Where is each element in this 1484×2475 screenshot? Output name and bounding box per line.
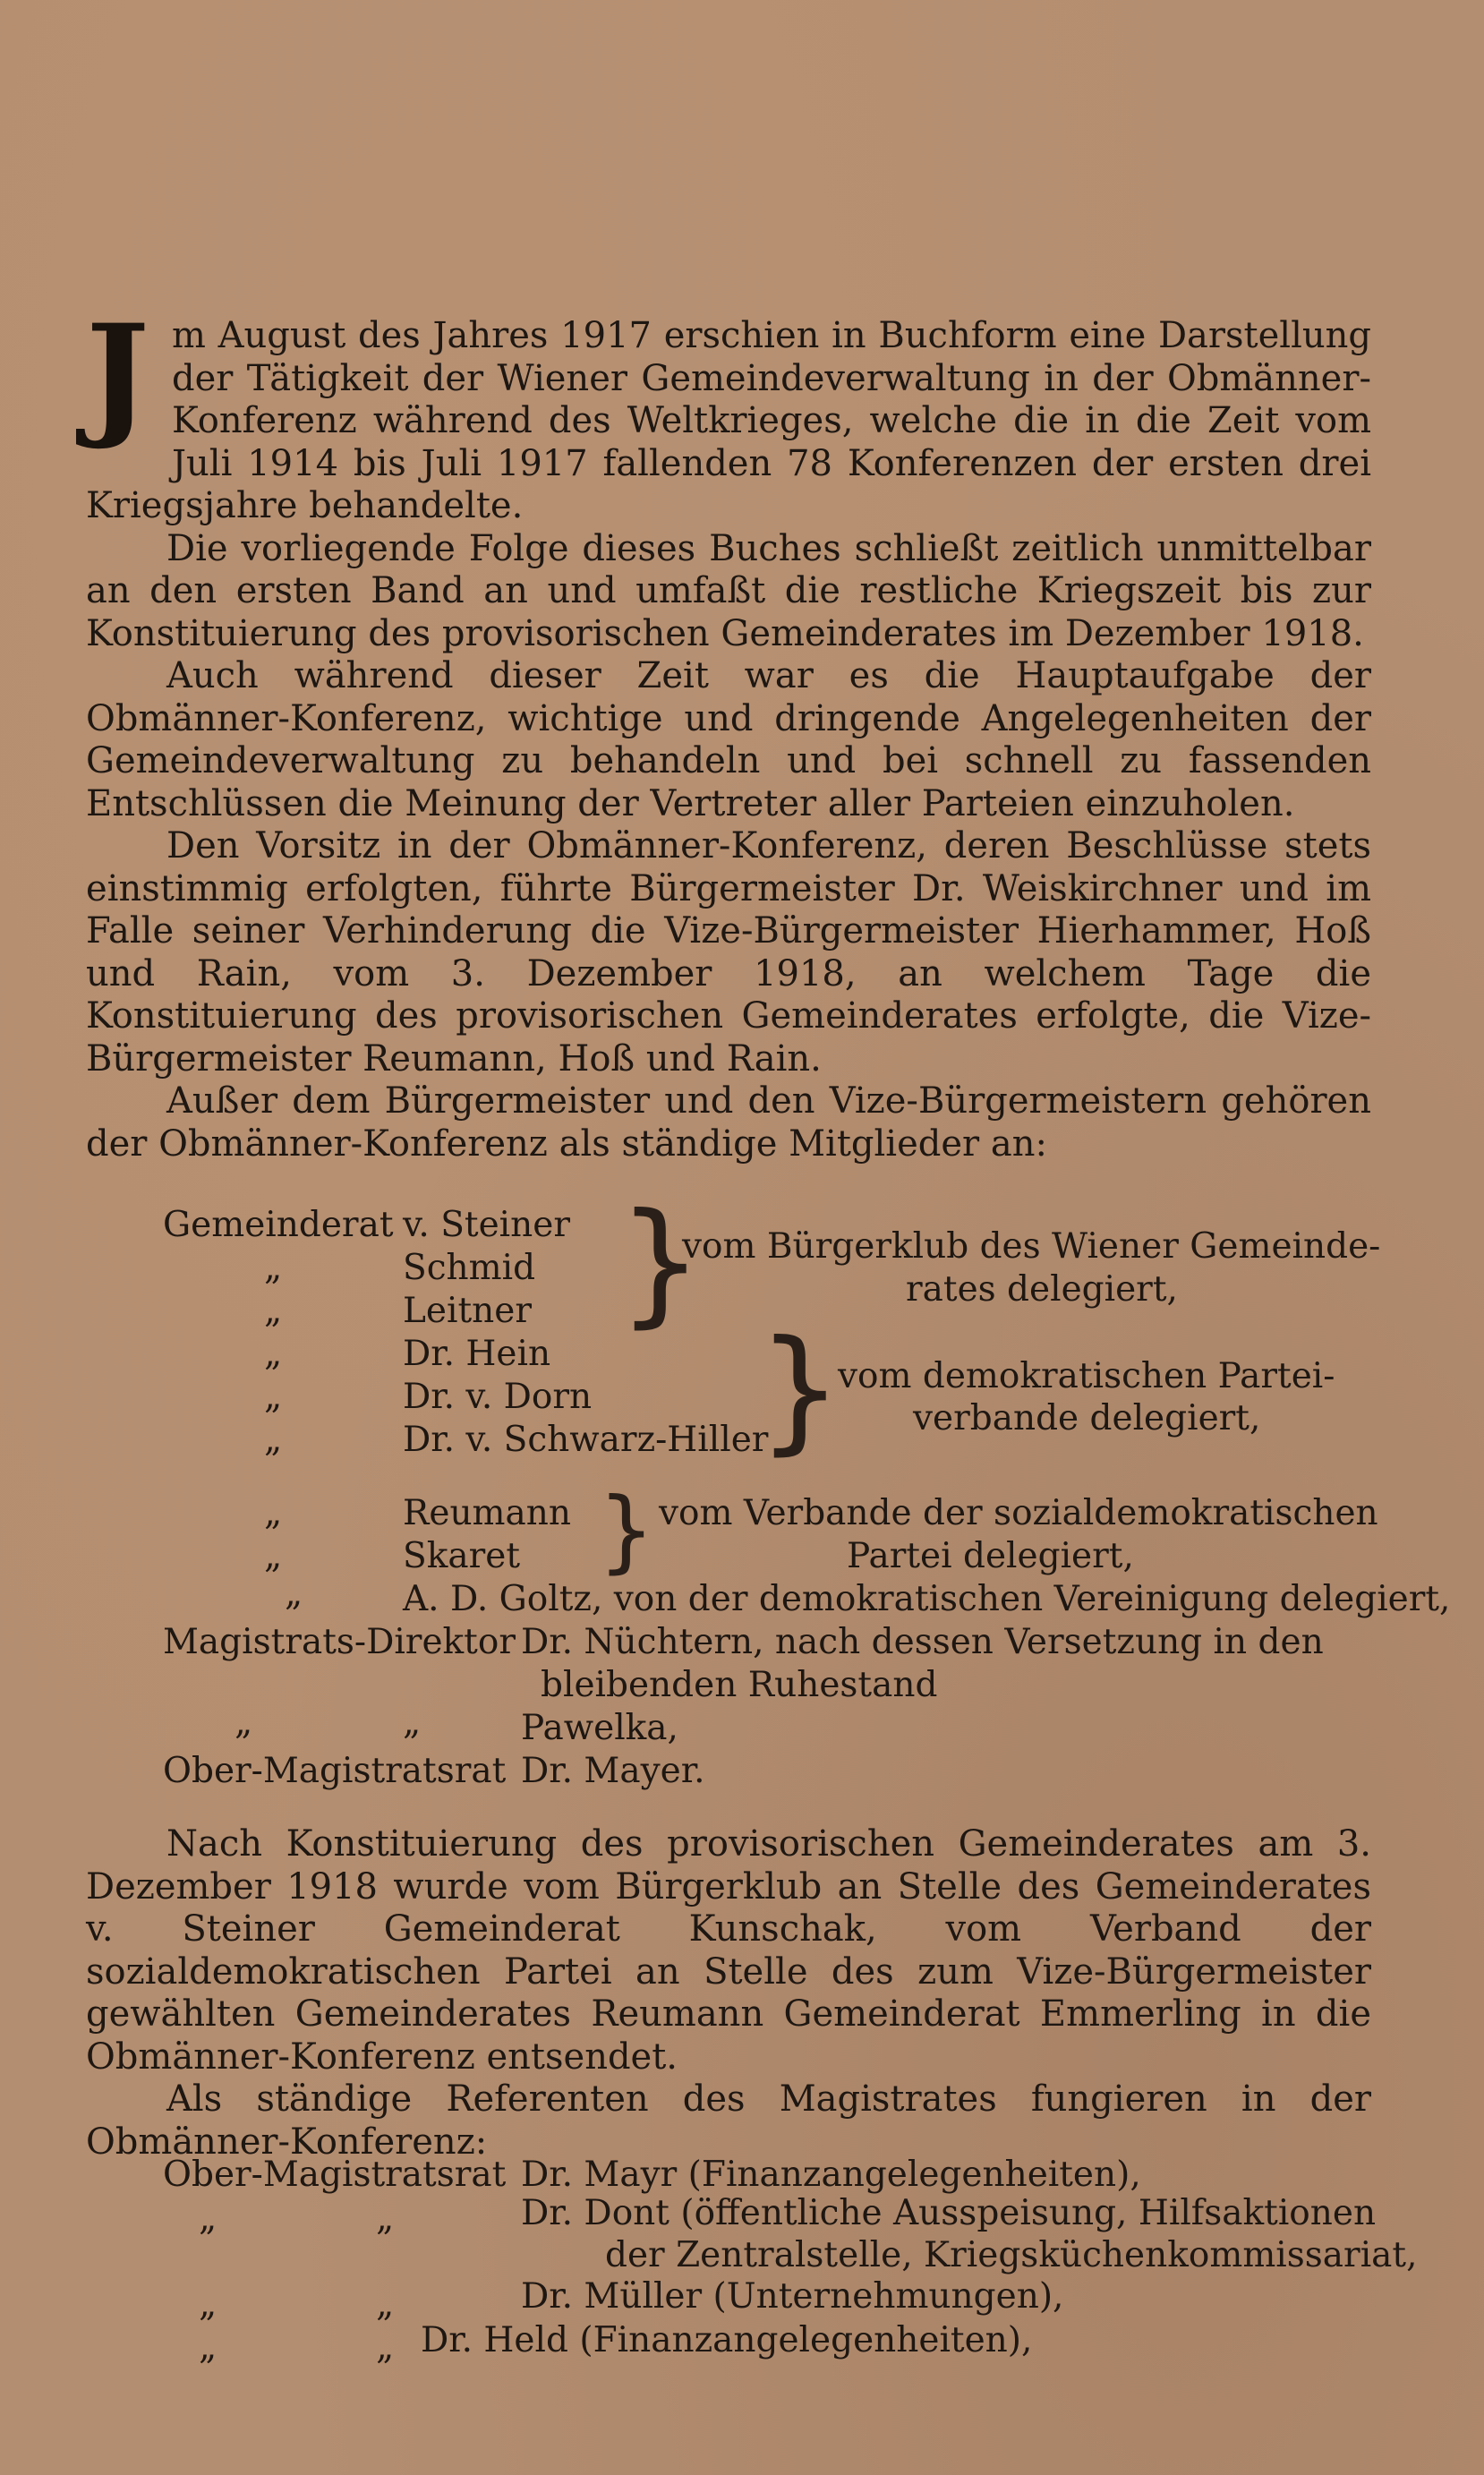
label-ober-magistratsrat: Ober-Magistratsrat <box>163 1751 507 1791</box>
member-name: Dr. Hein <box>403 1334 551 1374</box>
label-gemeinderat: Gemeinderat <box>163 1205 394 1245</box>
ditto-mark: „ <box>199 2327 217 2368</box>
member-name: Reumann <box>403 1493 572 1533</box>
brace-icon: } <box>618 1185 704 1341</box>
referent-2: Dr. Dont (öffentliche Ausspeisung, Hilfsaktionen <box>521 2193 1377 2233</box>
group-note: Partei delegiert, <box>847 1536 1134 1576</box>
member-name: Dr. v. Dorn <box>403 1377 593 1417</box>
ditto-mark: „ <box>264 1334 283 1374</box>
group-note: vom Bürgerklub des Wiener Gemeinde- <box>682 1226 1381 1267</box>
ditto-mark: „ <box>264 1248 283 1288</box>
label-magistrats-direktor: Magistrats-Direktor <box>163 1622 516 1662</box>
ditto-mark: „ <box>264 1377 283 1417</box>
ditto-mark: „ <box>199 2198 217 2239</box>
after-paragraph-1: Nach Konstituierung des provisorischen Gemeinderates am 3. Dezember 1918 wurde vom Bürgerklub an Stelle des Gemeinderates v. Steiner Gemeinderat Kunschak, vom Verband der sozialdemokratischen Partei an Stelle des zum Vize-Bürgermeister gewählten Gemeinderates Reumann Gemeinderat Emmerling in die Obmänner-Konferenz entsendet. <box>86 1823 1371 2078</box>
intro-paragraph-5: Außer dem Bürgermeister und den Vize-Bürgermeistern gehören der Obmänner-Konferenz als ständige Mitglieder an: <box>86 1080 1371 1165</box>
member-name: Skaret <box>403 1536 520 1576</box>
ditto-mark: „ <box>403 1703 422 1743</box>
member-name: Leitner <box>403 1291 532 1331</box>
ditto-mark: „ <box>264 1291 283 1331</box>
ditto-mark: „ <box>235 1703 253 1743</box>
ditto-mark: „ <box>264 1420 283 1460</box>
referent-3: Dr. Müller (Unternehmungen), <box>521 2276 1064 2317</box>
intro-paragraph-4: Den Vorsitz in der Obmänner-Konferenz, deren Beschlüsse stets einstimmig erfolgten, führte Bürgermeister Dr. Weiskirchner und im Falle seiner Verhinderung die Vize-Bürgermeister Hierhammer, Hoß und Rain, vom 3. Dezember 1918, an welchem Tage die Konstituierung des provisorischen Gemeinderates erfolgte, die Vize-Bürgermeister Reumann, Hoß und Rain. <box>86 825 1371 1080</box>
member-pawelka: Pawelka, <box>521 1708 678 1748</box>
intro-paragraph-3: Auch während dieser Zeit war es die Hauptaufgabe der Obmänner-Konferenz, wichtige und dringende Angelegenheiten der Gemeindeverwaltung zu behandeln und bei schnell zu fassenden Entschlüssen die Meinung der Vertreter aller Parteien einzuholen. <box>86 655 1371 824</box>
group-note: vom Verbande der sozialdemokratischen <box>659 1493 1378 1533</box>
referent-2-cont: der Zentralstelle, Kriegsküchenkommissariat, <box>605 2235 1418 2275</box>
ditto-mark: „ <box>264 1536 283 1576</box>
intro-paragraph-2: Die vorliegende Folge dieses Buches schließt zeitlich unmittelbar an den ersten Band an und umfaßt die restliche Kriegszeit bis zur Konstituierung des provisorischen Gemeinderates im Dezember 1918. <box>86 527 1371 654</box>
group-note: rates delegiert, <box>906 1269 1178 1310</box>
direktor-text-cont: bleibenden Ruhestand <box>541 1665 938 1705</box>
ditto-mark: „ <box>376 2198 395 2239</box>
ditto-mark: „ <box>264 1493 283 1533</box>
ditto-mark: „ <box>199 2284 217 2325</box>
ditto-mark: „ <box>376 2327 395 2368</box>
referent-4: Dr. Held (Finanzangelegenheiten), <box>421 2320 1033 2360</box>
direktor-text: Dr. Nüchtern, nach dessen Versetzung in den <box>521 1622 1324 1662</box>
group-note: verbande delegiert, <box>913 1398 1261 1438</box>
after-paragraph-2: Als ständige Referenten des Magistrates fungieren in der Obmänner-Konferenz: <box>86 2078 1371 2163</box>
brace-icon: } <box>598 1478 655 1583</box>
member-name: Schmid <box>403 1248 536 1288</box>
member-name: v. Steiner <box>403 1205 570 1245</box>
intro-paragraph-1: Jm August des Jahres 1917 erschien in Buchform eine Darstellung der Tätigkeit der Wiener Gemeindeverwaltung in der Obmänner-Konferenz während des Weltkrieges, welche die in die Zeit vom Juli 1914 bis Juli 1917 fallenden 78 Konferenzen der ersten drei Kriegsjahre behandelte. <box>86 295 1371 526</box>
ditto-mark: „ <box>376 2284 395 2325</box>
group-note: vom demokratischen Partei- <box>838 1356 1335 1396</box>
member-mayer: Dr. Mayer. <box>521 1751 705 1791</box>
drop-cap: J <box>86 295 149 453</box>
referent-1: Dr. Mayr (Finanzangelegenheiten), <box>521 2155 1141 2195</box>
label-ober-magistratsrat: Ober-Magistratsrat <box>163 2155 507 2195</box>
brace-icon: } <box>757 1312 843 1468</box>
member-goltz: A. D. Goltz, von der demokratischen Vereinigung delegiert, <box>403 1579 1451 1619</box>
member-name: Dr. v. Schwarz-Hiller <box>403 1420 769 1460</box>
ditto-mark: „ <box>285 1574 303 1614</box>
